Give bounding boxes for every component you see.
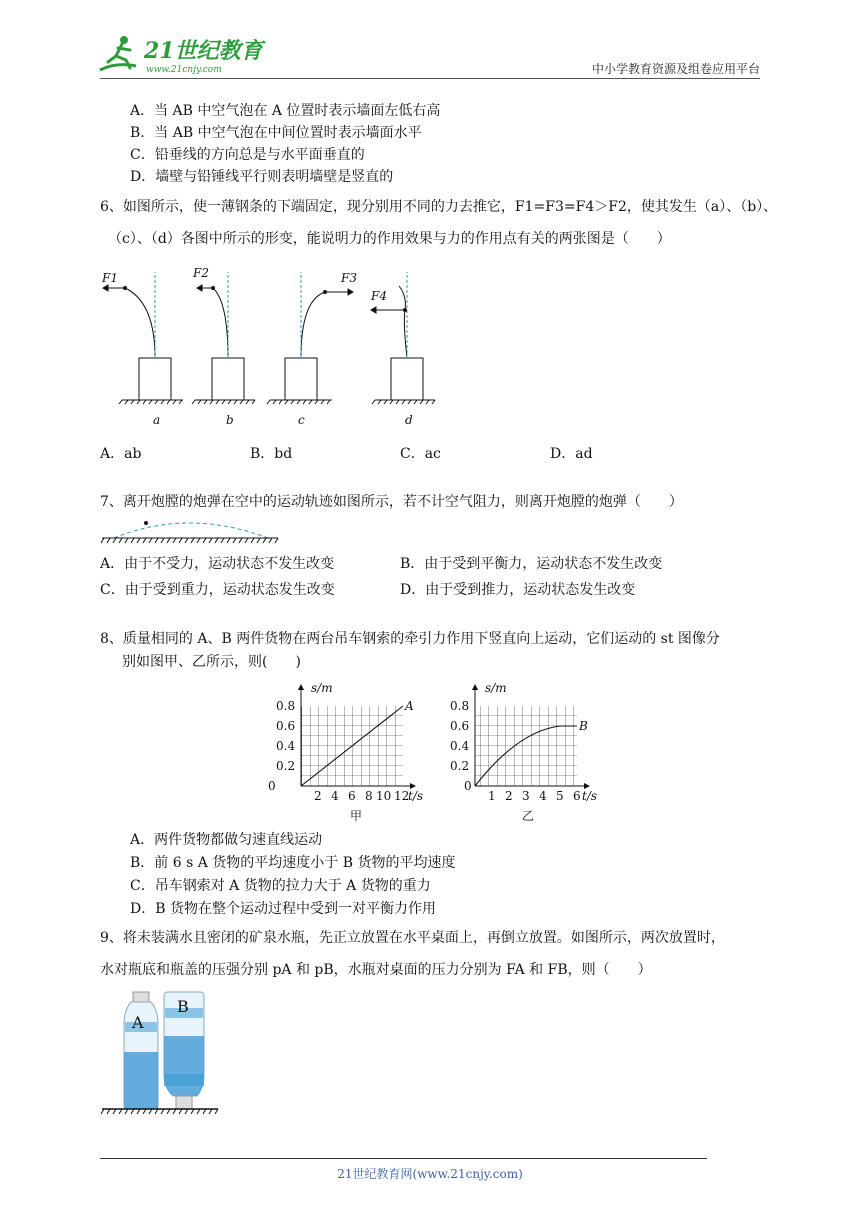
- q9-bottles-figure: [98, 988, 223, 1118]
- chart-jia-ylabel: s/m: [311, 681, 333, 695]
- chart-jia-xtick-4: 4: [331, 789, 339, 803]
- chart-jia-xtick-8: 8: [365, 789, 373, 803]
- q6-stem-line2: （c）、（d）各图中所示的形变，能说明力的作用效果与力的作用点有关的两张图是（ ）: [108, 231, 671, 247]
- chart-jia-curve-label: A: [405, 699, 414, 713]
- q8-option-d: D．B 货物在整个运动过程中受到一对平衡力作用: [130, 901, 436, 917]
- chart-yi-curve-label: B: [579, 719, 588, 733]
- q5-option-a: A．当 AB 中空气泡在 A 位置时表示墙面左低右高: [130, 103, 441, 119]
- q7-option-a: A．由于不受力，运动状态不发生改变: [100, 556, 335, 572]
- force-label-f2: F2: [193, 266, 209, 280]
- chart-jia-caption: 甲: [350, 809, 363, 823]
- chart-yi-ytick-06: 0.6: [450, 719, 470, 733]
- q8-option-c: C．吊车钢索对 A 货物的拉力大于 A 货物的重力: [130, 878, 431, 894]
- chart-yi-ytick-08: 0.8: [450, 699, 470, 713]
- chart-yi-xtick-6: 6: [573, 789, 581, 803]
- q9-stem-line1: 9、将未装满水且密闭的矿泉水瓶，先正立放置在水平桌面上，再倒立放置。如图所示，两次放置时，: [100, 930, 725, 946]
- figure-label-c: c: [298, 413, 305, 427]
- chart-jia-xlabel: t/s: [408, 789, 424, 803]
- header-platform-name: 中小学教育资源及组卷应用平台: [591, 62, 760, 76]
- figure-label-b: b: [226, 413, 234, 427]
- q5-option-d: D．墙壁与铅锤线平行则表明墙壁是竖直的: [130, 169, 394, 185]
- chart-jia-xtick-12: 12: [394, 789, 410, 803]
- chart-yi-xtick-4: 4: [539, 789, 547, 803]
- q5-option-c: C．铅垂线的方向总是与水平面垂直的: [130, 147, 365, 163]
- chart-yi-ylabel: s/m: [485, 681, 507, 695]
- q6-option-a: A．ab: [100, 446, 142, 462]
- q7-stem: 7、离开炮膛的炮弹在空中的运动轨迹如图所示，若不计空气阻力，则离开炮膛的炮弹（ ）: [100, 494, 683, 510]
- chart-jia-xtick-2: 2: [314, 789, 322, 803]
- chart-yi-xtick-2: 2: [505, 789, 513, 803]
- q6-stem-line1: 6、如图所示，使一薄钢条的下端固定，现分别用不同的力去推它，F1=F3=F4＞F2，使其发生（a）、（b）、: [100, 199, 778, 215]
- q9-stem-line2: 水对瓶底和瓶盖的压强分别 pA 和 pB，水瓶对桌面的压力分别为 FA 和 FB，则（ ）: [100, 962, 652, 978]
- chart-jia: [268, 681, 423, 823]
- bottle-a: [124, 992, 158, 1109]
- q6-option-d: D．ad: [550, 446, 593, 462]
- chart-yi-caption: 乙: [522, 809, 535, 823]
- q7-option-c: C．由于受到重力，运动状态发生改变: [100, 582, 335, 598]
- chart-yi-xlabel: t/s: [582, 789, 598, 803]
- q7-option-b: B．由于受到平衡力，运动状态不发生改变: [400, 556, 663, 572]
- q8-st-graphs: [268, 676, 618, 826]
- chart-jia-xtick-10: 10: [376, 789, 392, 803]
- q7-trajectory-figure: [100, 514, 280, 546]
- chart-yi-xtick-1: 1: [488, 789, 496, 803]
- chart-jia-ytick-02: 0.2: [276, 759, 296, 773]
- chart-yi-xtick-5: 5: [556, 789, 564, 803]
- q8-stem-line1: 8、质量相同的 A、B 两件货物在两台吊车钢索的牵引力作用下竖直向上运动，它们运动的 st 图像分: [100, 631, 720, 647]
- bottle-label-b: B: [177, 997, 189, 1016]
- site-logo: [96, 32, 266, 82]
- q6-steel-strip-figure: [95, 262, 455, 432]
- chart-yi-ytick-02: 0.2: [450, 759, 470, 773]
- q6-option-c: C．ac: [400, 446, 441, 462]
- q5-option-b: B．当 AB 中空气泡在中间位置时表示墙面水平: [130, 125, 422, 141]
- q8-option-a: A．两件货物都做匀速直线运动: [130, 832, 323, 848]
- figure-label-a: a: [153, 413, 161, 427]
- chart-jia-ytick-08: 0.8: [276, 699, 296, 713]
- chart-jia-ytick-06: 0.6: [276, 719, 296, 733]
- chart-yi-ytick-04: 0.4: [450, 739, 470, 753]
- footer-divider: [100, 1158, 707, 1159]
- chart-jia-xtick-6: 6: [348, 789, 356, 803]
- header-divider: [100, 78, 760, 79]
- q8-option-b: B．前 6 s A 货物的平均速度小于 B 货物的平均速度: [130, 855, 456, 871]
- q6-option-b: B．bd: [250, 446, 293, 462]
- force-label-f1: F1: [102, 271, 118, 285]
- logo-subtext: www.21cnjy.com: [146, 65, 222, 75]
- bottle-label-a: A: [132, 1013, 144, 1032]
- chart-jia-ytick-0: 0: [268, 779, 276, 793]
- chart-yi: [450, 681, 597, 823]
- chart-yi-ytick-0: 0: [464, 779, 472, 793]
- force-label-f3: F3: [341, 271, 357, 285]
- force-label-f4: F4: [371, 289, 387, 303]
- bottle-b: [164, 992, 204, 1109]
- chart-yi-xtick-3: 3: [522, 789, 530, 803]
- logo-text: 21世纪教育: [144, 38, 263, 64]
- footer-site-link[interactable]: 21世纪教育网(www.21cnjy.com): [337, 1167, 523, 1181]
- chart-jia-ytick-04: 0.4: [276, 739, 296, 753]
- figure-label-d: d: [405, 413, 413, 427]
- q7-option-d: D．由于受到推力，运动状态发生改变: [400, 582, 636, 598]
- q8-stem-line2: 别如图甲、乙所示，则( ): [122, 654, 301, 670]
